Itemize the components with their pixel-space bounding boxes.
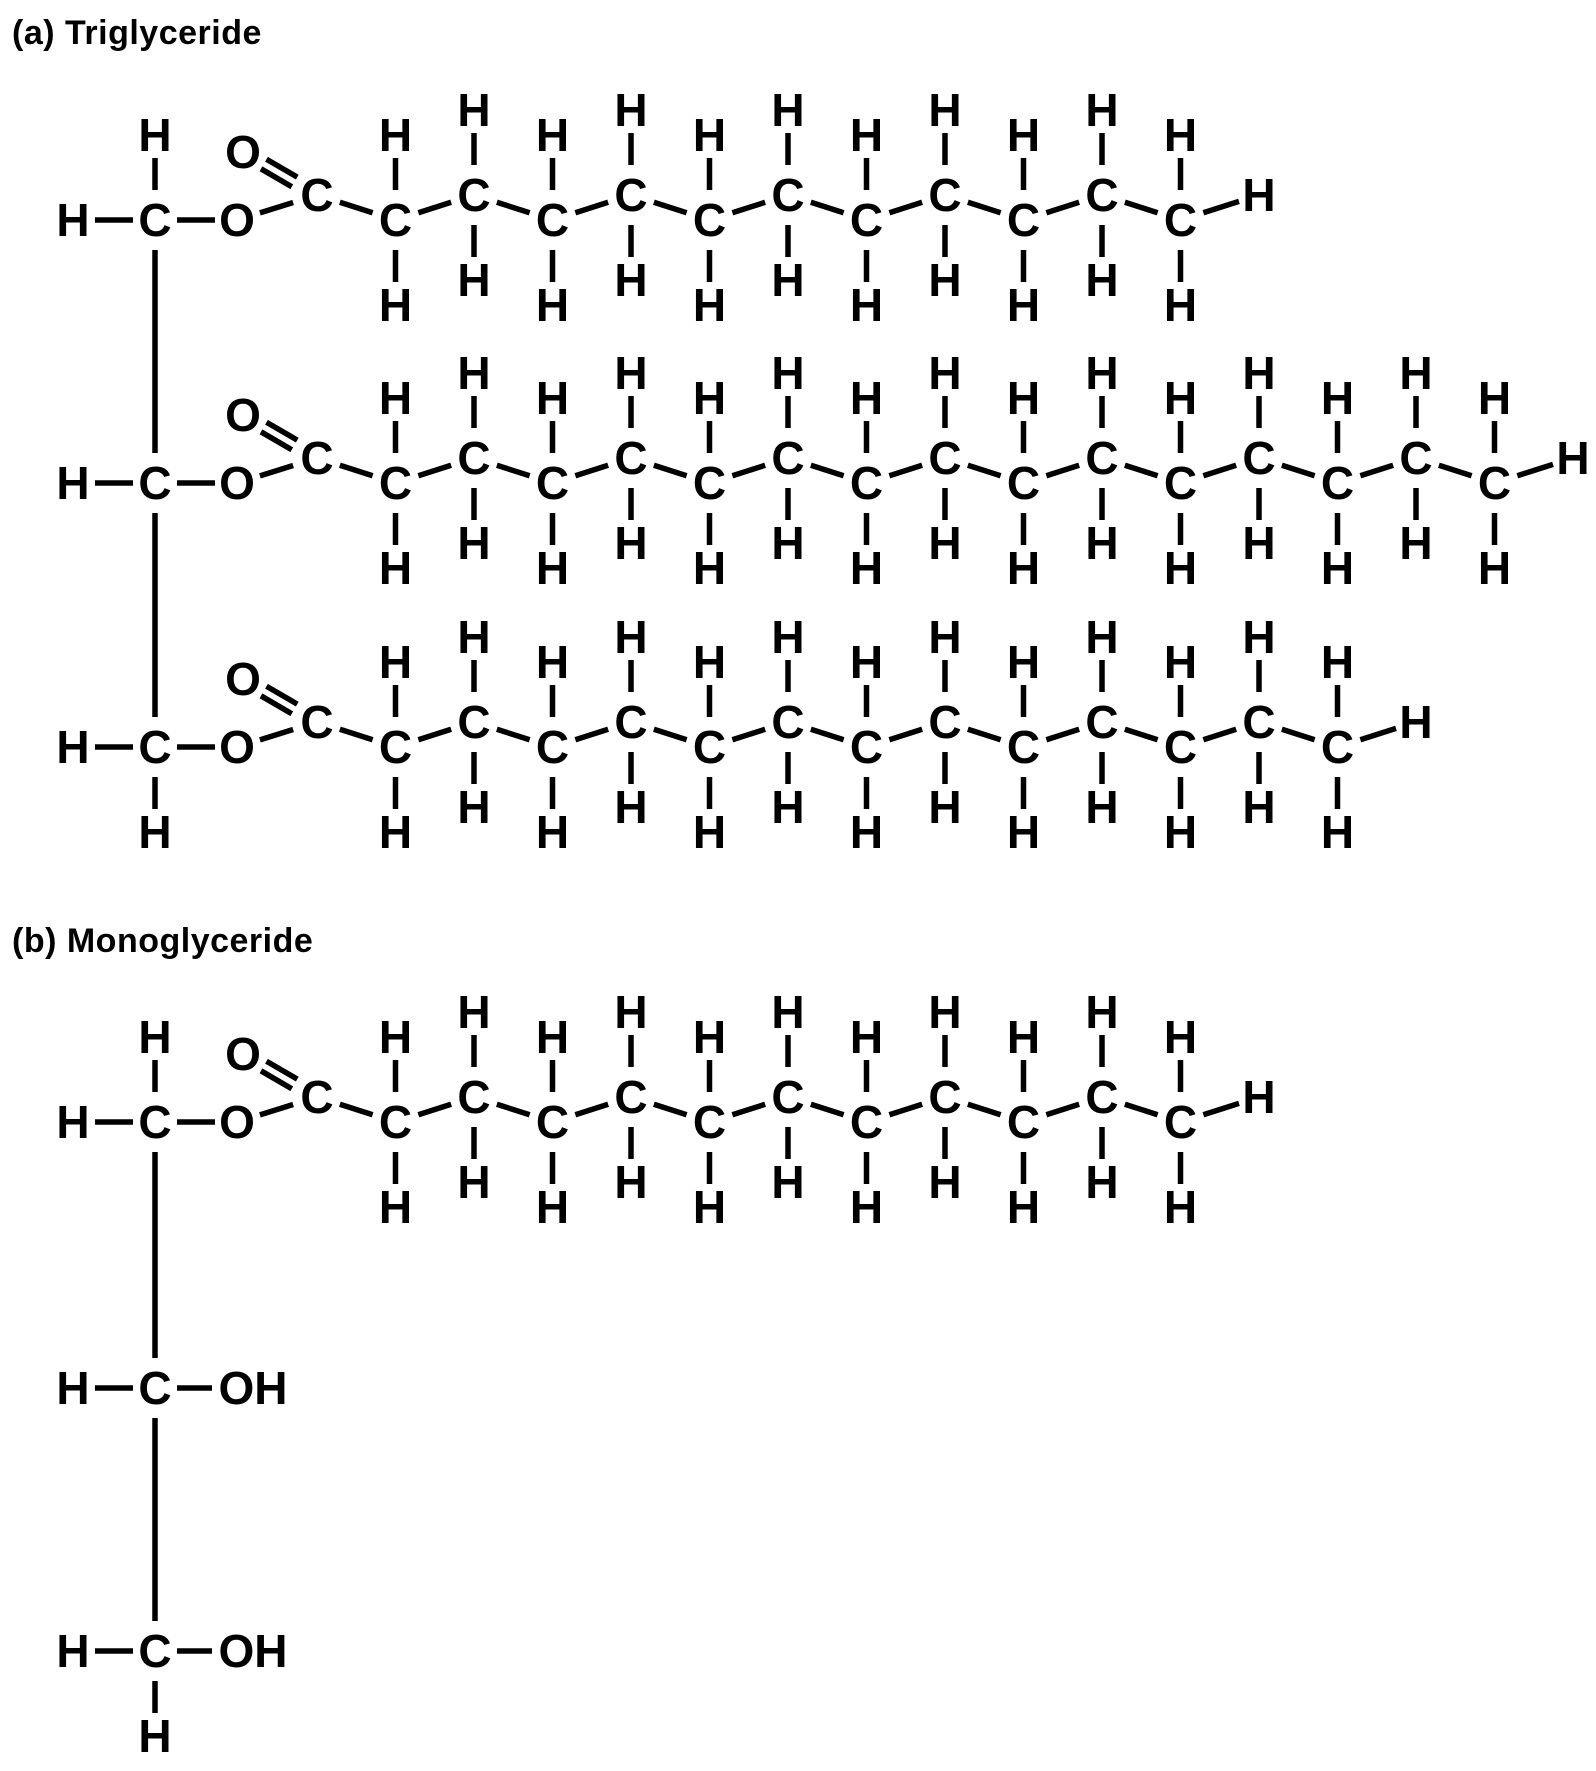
hydrogen-atom: H bbox=[692, 1011, 727, 1064]
chain-carbon: C bbox=[1242, 696, 1276, 749]
hydrogen-atom: H bbox=[692, 636, 727, 689]
hydrogen-atom: H bbox=[614, 611, 648, 664]
c-c-bond bbox=[1125, 202, 1158, 212]
c-c-bond bbox=[575, 1104, 608, 1114]
hydrogen-atom: H bbox=[771, 254, 805, 307]
hydrogen-atom: H bbox=[849, 279, 884, 332]
c-c-bond bbox=[732, 202, 765, 212]
ester-o-c-bond bbox=[260, 202, 293, 212]
hydrogen-atom: H bbox=[771, 84, 805, 137]
hydrogen-atom: H bbox=[56, 721, 90, 774]
hydrogen-atom: H bbox=[1085, 84, 1119, 137]
c-c-bond bbox=[1046, 465, 1079, 475]
hydrogen-atom: H bbox=[1006, 279, 1041, 332]
chain-carbon: C bbox=[928, 696, 962, 749]
hydrogen-atom: H bbox=[56, 1362, 90, 1415]
chain-carbon: C bbox=[457, 432, 491, 485]
chain-carbon: C bbox=[614, 1071, 648, 1124]
hydrogen-atom: H bbox=[535, 1011, 570, 1064]
hydrogen-atom: H bbox=[1006, 1181, 1041, 1234]
hydrogen-atom: H bbox=[928, 254, 962, 307]
hydrogen-atom: H bbox=[1085, 781, 1119, 834]
chain-carbon: C bbox=[1085, 432, 1119, 485]
chain-carbon: C bbox=[928, 432, 962, 485]
hydrogen-atom: H bbox=[378, 109, 413, 162]
hydrogen-atom: H bbox=[614, 517, 648, 570]
terminal-hydrogen: H bbox=[1399, 696, 1433, 749]
hydrogen-atom: H bbox=[378, 279, 413, 332]
chain-carbon: C bbox=[1163, 1096, 1198, 1149]
hydrogen-atom: H bbox=[56, 1625, 90, 1678]
chain-carbon: C bbox=[771, 432, 805, 485]
hydrogen-atom: H bbox=[1477, 372, 1512, 425]
c-c-bond bbox=[654, 465, 687, 475]
hydrogen-atom: H bbox=[849, 109, 884, 162]
hydrogen-atom: H bbox=[378, 372, 413, 425]
c-c-bond bbox=[1282, 465, 1315, 475]
c-c-bond bbox=[340, 465, 373, 475]
hydrogen-atom: H bbox=[928, 781, 962, 834]
chain-carbon: C bbox=[614, 432, 648, 485]
hydrogen-atom: H bbox=[1006, 542, 1041, 595]
hydrogen-atom: H bbox=[1242, 611, 1276, 664]
hydrogen-atom: H bbox=[1242, 781, 1276, 834]
hydrogen-atom: H bbox=[1163, 636, 1198, 689]
ester-o-c-bond bbox=[260, 465, 293, 475]
hydrogen-atom: H bbox=[457, 781, 491, 834]
carbonyl-carbon: C bbox=[300, 1071, 334, 1124]
chain-carbon: C bbox=[692, 457, 727, 510]
hydrogen-atom: H bbox=[692, 372, 727, 425]
hydrogen-atom: H bbox=[1163, 542, 1198, 595]
chain-carbon: C bbox=[535, 1096, 570, 1149]
hydrogen-atom: H bbox=[378, 542, 413, 595]
ester-oxygen: O bbox=[219, 1096, 255, 1149]
hydrogen-atom: H bbox=[535, 279, 570, 332]
c-c-bond bbox=[1125, 1104, 1158, 1114]
hydrogen-atom: H bbox=[1320, 542, 1355, 595]
hydroxyl-group: OH bbox=[218, 1625, 288, 1678]
carbonyl-oxygen: O bbox=[225, 389, 261, 442]
hydrogen-atom: H bbox=[614, 347, 648, 400]
c-c-bond bbox=[340, 202, 373, 212]
glycerol-carbon: C bbox=[138, 457, 172, 510]
hydrogen-atom: H bbox=[1163, 1011, 1198, 1064]
c-c-bond bbox=[654, 729, 687, 739]
c-c-bond bbox=[811, 1104, 844, 1114]
hydrogen-atom: H bbox=[1085, 517, 1119, 570]
c-c-bond bbox=[340, 729, 373, 739]
c-c-bond bbox=[418, 1104, 451, 1114]
chain-carbon: C bbox=[849, 721, 884, 774]
carbonyl-carbon: C bbox=[300, 696, 334, 749]
chain-carbon: C bbox=[1006, 457, 1041, 510]
chain-carbon: C bbox=[378, 457, 413, 510]
chain-carbon: C bbox=[692, 721, 727, 774]
hydrogen-atom: H bbox=[1006, 1011, 1041, 1064]
terminal-hydrogen: H bbox=[1556, 432, 1590, 485]
c-c-bond bbox=[1125, 465, 1158, 475]
carbonyl-oxygen: O bbox=[225, 653, 261, 706]
hydrogen-atom: H bbox=[849, 372, 884, 425]
c-c-bond bbox=[418, 729, 451, 739]
c-h-bond bbox=[1203, 201, 1239, 212]
hydrogen-atom: H bbox=[849, 636, 884, 689]
hydroxyl-group: OH bbox=[218, 1362, 288, 1415]
hydrogen-atom: H bbox=[928, 517, 962, 570]
c-c-bond bbox=[811, 202, 844, 212]
glycerol-carbon: C bbox=[138, 1096, 172, 1149]
chain-carbon: C bbox=[849, 457, 884, 510]
ester-o-c-bond bbox=[260, 729, 293, 739]
chain-carbon: C bbox=[928, 169, 962, 222]
hydrogen-atom: H bbox=[1006, 636, 1041, 689]
c-c-bond bbox=[889, 465, 922, 475]
chain-carbon: C bbox=[457, 696, 491, 749]
glycerol-carbon: C bbox=[138, 194, 172, 247]
hydrogen-atom: H bbox=[378, 1011, 413, 1064]
chain-carbon: C bbox=[535, 194, 570, 247]
hydrogen-atom: H bbox=[771, 1156, 805, 1209]
carbonyl-oxygen: O bbox=[225, 126, 261, 179]
chain-carbon: C bbox=[1320, 721, 1355, 774]
hydrogen-atom: H bbox=[928, 84, 962, 137]
hydrogen-atom: H bbox=[1242, 347, 1276, 400]
c-c-bond bbox=[497, 729, 530, 739]
c-c-bond bbox=[1439, 465, 1472, 475]
hydrogen-atom: H bbox=[138, 1011, 172, 1064]
hydrogen-atom: H bbox=[457, 347, 491, 400]
hydrogen-atom: H bbox=[1006, 806, 1041, 859]
chain-carbon: C bbox=[849, 194, 884, 247]
hydrogen-atom: H bbox=[1242, 517, 1276, 570]
c-c-bond bbox=[1203, 729, 1236, 739]
hydrogen-atom: H bbox=[1163, 1181, 1198, 1234]
c-h-bond bbox=[1360, 728, 1396, 739]
c-c-bond bbox=[732, 729, 765, 739]
chain-carbon: C bbox=[1085, 1071, 1119, 1124]
c-c-bond bbox=[968, 465, 1001, 475]
hydrogen-atom: H bbox=[457, 517, 491, 570]
hydrogen-atom: H bbox=[1163, 806, 1198, 859]
c-c-bond bbox=[968, 1104, 1001, 1114]
chain-carbon: C bbox=[1006, 1096, 1041, 1149]
hydrogen-atom: H bbox=[1163, 109, 1198, 162]
chain-carbon: C bbox=[535, 457, 570, 510]
c-c-bond bbox=[968, 729, 1001, 739]
hydrogen-atom: H bbox=[928, 347, 962, 400]
c-c-bond bbox=[968, 202, 1001, 212]
ester-oxygen: O bbox=[219, 194, 255, 247]
glycerol-carbon: C bbox=[138, 1625, 172, 1678]
hydrogen-atom: H bbox=[138, 806, 172, 859]
c-c-bond bbox=[575, 729, 608, 739]
carbonyl-oxygen: O bbox=[225, 1028, 261, 1081]
hydrogen-atom: H bbox=[1085, 347, 1119, 400]
hydrogen-atom: H bbox=[457, 254, 491, 307]
c-c-bond bbox=[575, 202, 608, 212]
hydrogen-atom: H bbox=[378, 806, 413, 859]
chain-carbon: C bbox=[614, 696, 648, 749]
section-label-b: (b) Monoglyceride bbox=[12, 922, 314, 960]
hydrogen-atom: H bbox=[692, 806, 727, 859]
c-c-bond bbox=[418, 202, 451, 212]
c-c-bond bbox=[889, 729, 922, 739]
chain-carbon: C bbox=[1320, 457, 1355, 510]
ester-oxygen: O bbox=[219, 457, 255, 510]
hydrogen-atom: H bbox=[1163, 279, 1198, 332]
hydrogen-atom: H bbox=[138, 1710, 172, 1763]
hydrogen-atom: H bbox=[849, 1011, 884, 1064]
hydrogen-atom: H bbox=[614, 84, 648, 137]
hydrogen-atom: H bbox=[1399, 517, 1433, 570]
chain-carbon: C bbox=[378, 194, 413, 247]
chain-carbon: C bbox=[1477, 457, 1512, 510]
chain-carbon: C bbox=[771, 696, 805, 749]
hydrogen-atom: H bbox=[1085, 611, 1119, 664]
chain-carbon: C bbox=[457, 169, 491, 222]
hydrogen-atom: H bbox=[771, 781, 805, 834]
chain-carbon: C bbox=[849, 1096, 884, 1149]
hydrogen-atom: H bbox=[1477, 542, 1512, 595]
c-c-bond bbox=[654, 1104, 687, 1114]
chain-carbon: C bbox=[1399, 432, 1433, 485]
chain-carbon: C bbox=[1085, 696, 1119, 749]
chain-carbon: C bbox=[1163, 194, 1198, 247]
c-c-bond bbox=[1046, 729, 1079, 739]
hydrogen-atom: H bbox=[378, 636, 413, 689]
chain-carbon: C bbox=[378, 721, 413, 774]
hydrogen-atom: H bbox=[849, 1181, 884, 1234]
chain-carbon: C bbox=[1163, 457, 1198, 510]
terminal-hydrogen: H bbox=[1242, 169, 1276, 222]
carbonyl-carbon: C bbox=[300, 432, 334, 485]
hydrogen-atom: H bbox=[1320, 806, 1355, 859]
section-label-a: (a) Triglyceride bbox=[12, 14, 262, 52]
hydrogen-atom: H bbox=[535, 109, 570, 162]
hydrogen-atom: H bbox=[771, 347, 805, 400]
c-c-bond bbox=[732, 465, 765, 475]
hydrogen-atom: H bbox=[928, 1156, 962, 1209]
hydrogen-atom: H bbox=[1085, 986, 1119, 1039]
hydrogen-atom: H bbox=[1006, 372, 1041, 425]
c-h-bond bbox=[1203, 1103, 1239, 1114]
c-c-bond bbox=[1360, 465, 1393, 475]
hydrogen-atom: H bbox=[692, 109, 727, 162]
hydrogen-atom: H bbox=[535, 806, 570, 859]
chain-carbon: C bbox=[378, 1096, 413, 1149]
hydrogen-atom: H bbox=[1163, 372, 1198, 425]
hydrogen-atom: H bbox=[1320, 636, 1355, 689]
c-c-bond bbox=[811, 465, 844, 475]
glycerol-carbon: C bbox=[138, 721, 172, 774]
c-c-bond bbox=[1046, 202, 1079, 212]
hydrogen-atom: H bbox=[535, 372, 570, 425]
hydrogen-atom: H bbox=[928, 611, 962, 664]
hydrogen-atom: H bbox=[614, 254, 648, 307]
hydrogen-atom: H bbox=[457, 611, 491, 664]
chain-carbon: C bbox=[771, 1071, 805, 1124]
c-c-bond bbox=[811, 729, 844, 739]
terminal-hydrogen: H bbox=[1242, 1071, 1276, 1124]
c-c-bond bbox=[889, 1104, 922, 1114]
hydrogen-atom: H bbox=[928, 986, 962, 1039]
hydrogen-atom: H bbox=[692, 542, 727, 595]
chain-carbon: C bbox=[1163, 721, 1198, 774]
hydrogen-atom: H bbox=[535, 542, 570, 595]
c-c-bond bbox=[1282, 729, 1315, 739]
hydrogen-atom: H bbox=[614, 986, 648, 1039]
hydrogen-atom: H bbox=[614, 1156, 648, 1209]
hydrogen-atom: H bbox=[378, 1181, 413, 1234]
hydrogen-atom: H bbox=[1085, 254, 1119, 307]
c-h-bond bbox=[1517, 464, 1553, 475]
chain-carbon: C bbox=[928, 1071, 962, 1124]
c-c-bond bbox=[889, 202, 922, 212]
hydrogen-atom: H bbox=[56, 457, 90, 510]
hydrogen-atom: H bbox=[849, 542, 884, 595]
hydrogen-atom: H bbox=[692, 1181, 727, 1234]
carbonyl-carbon: C bbox=[300, 169, 334, 222]
c-c-bond bbox=[1046, 1104, 1079, 1114]
chain-carbon: C bbox=[535, 721, 570, 774]
chain-carbon: C bbox=[692, 1096, 727, 1149]
hydrogen-atom: H bbox=[771, 611, 805, 664]
hydrogen-atom: H bbox=[457, 1156, 491, 1209]
hydrogen-atom: H bbox=[1006, 109, 1041, 162]
glycerol-carbon: C bbox=[138, 1362, 172, 1415]
hydrogen-atom: H bbox=[535, 1181, 570, 1234]
chain-carbon: C bbox=[771, 169, 805, 222]
c-c-bond bbox=[497, 202, 530, 212]
hydrogen-atom: H bbox=[535, 636, 570, 689]
c-c-bond bbox=[1203, 465, 1236, 475]
hydrogen-atom: H bbox=[771, 517, 805, 570]
hydrogen-atom: H bbox=[849, 806, 884, 859]
hydrogen-atom: H bbox=[771, 986, 805, 1039]
c-c-bond bbox=[732, 1104, 765, 1114]
chain-carbon: C bbox=[1242, 432, 1276, 485]
c-c-bond bbox=[497, 1104, 530, 1114]
c-c-bond bbox=[340, 1104, 373, 1114]
hydrogen-atom: H bbox=[457, 84, 491, 137]
hydrogen-atom: H bbox=[1320, 372, 1355, 425]
c-c-bond bbox=[654, 202, 687, 212]
hydrogen-atom: H bbox=[56, 194, 90, 247]
c-c-bond bbox=[575, 465, 608, 475]
c-c-bond bbox=[418, 465, 451, 475]
chain-carbon: C bbox=[1085, 169, 1119, 222]
ester-o-c-bond bbox=[260, 1104, 293, 1114]
hydrogen-atom: H bbox=[1085, 1156, 1119, 1209]
chain-carbon: C bbox=[1006, 721, 1041, 774]
chain-carbon: C bbox=[1006, 194, 1041, 247]
hydrogen-atom: H bbox=[457, 986, 491, 1039]
c-c-bond bbox=[1125, 729, 1158, 739]
c-c-bond bbox=[497, 465, 530, 475]
hydrogen-atom: H bbox=[56, 1096, 90, 1149]
ester-oxygen: O bbox=[219, 721, 255, 774]
hydrogen-atom: H bbox=[692, 279, 727, 332]
hydrogen-atom: H bbox=[614, 781, 648, 834]
chain-carbon: C bbox=[614, 169, 648, 222]
hydrogen-atom: H bbox=[1399, 347, 1433, 400]
hydrogen-atom: H bbox=[138, 109, 172, 162]
chain-carbon: C bbox=[692, 194, 727, 247]
chain-carbon: C bbox=[457, 1071, 491, 1124]
